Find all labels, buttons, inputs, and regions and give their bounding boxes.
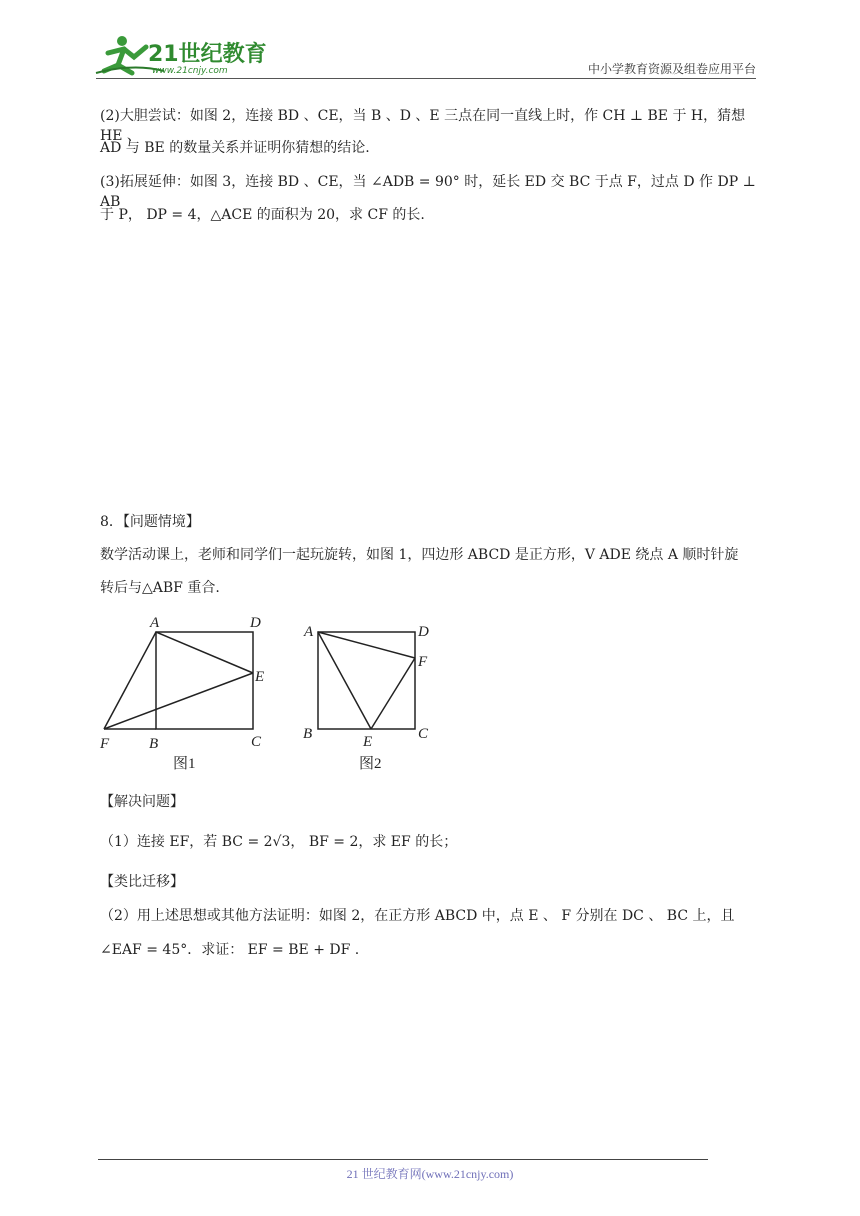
- fig1-square: [156, 632, 253, 729]
- fig1-label-a: A: [150, 615, 160, 631]
- header-divider: [96, 78, 756, 79]
- logo-url: www.21cnjy.com: [152, 66, 228, 76]
- p7-part2-line2: AD 与 BE 的数量关系并证明你猜想的结论.: [100, 140, 370, 156]
- site-logo: [94, 33, 267, 77]
- p7-part3-line2: 于 P， DP = 4，△ACE 的面积为 20，求 CF 的长.: [100, 207, 425, 223]
- logo-text: 21世纪教育: [148, 42, 267, 67]
- fig2-label-c: C: [418, 726, 429, 742]
- fig2-caption: 图2: [359, 756, 382, 772]
- platform-title: 中小学教育资源及组卷应用平台: [587, 62, 756, 76]
- p7-part2-line1: (2)大胆尝试：如图 2，连接 BD 、CE，当 B 、D 、E 三点在同一直线上时，作 CH ⊥ BE 于 H，猜想 HE 、: [100, 108, 746, 144]
- figure-2: [318, 632, 415, 729]
- p7-part3-line1: (3)拓展延伸：如图 3，连接 BD 、CE，当 ∠ADB = 90° 时，延长 ED 交 BC 于点 F，过点 D 作 DP ⊥ AB: [100, 174, 756, 210]
- fig1-segment-ae: [156, 632, 253, 673]
- fig1-label-f: F: [100, 736, 110, 752]
- fig2-label-b: B: [303, 726, 313, 742]
- fig1-label-b: B: [149, 736, 159, 752]
- figure-1: [104, 632, 253, 729]
- p8-context-line1: 数学活动课上，老师和同学们一起玩旋转，如图 1，四边形 ABCD 是正方形，V ADE 绕点 A 顺时针旋: [100, 547, 739, 563]
- footer-text[interactable]: 21 世纪教育网(www.21cnjy.com): [346, 1167, 514, 1181]
- runner-logo-icon: [94, 33, 267, 77]
- problem8-figures: [100, 612, 440, 772]
- fig2-label-f: F: [418, 654, 428, 670]
- fig1-caption: 图1: [173, 756, 196, 772]
- analogy-heading: 【类比迁移】: [100, 874, 184, 890]
- p8-heading: 8．【问题情境】: [100, 514, 200, 530]
- solve-heading: 【解决问题】: [100, 794, 184, 810]
- fig2-label-d: D: [418, 624, 429, 640]
- fig2-segment-ae: [318, 632, 371, 729]
- fig1-label-e: E: [255, 669, 265, 685]
- fig2-label-e: E: [363, 734, 373, 750]
- question-1: （1）连接 EF，若 BC = 2√3， BF = 2，求 EF 的长；: [100, 834, 458, 850]
- fig2-label-a: A: [304, 624, 314, 640]
- question-2-line1: （2）用上述思想或其他方法证明：如图 2，在正方形 ABCD 中，点 E 、 F 分别在 DC 、 BC 上，且: [100, 908, 735, 924]
- fig1-segment-fe: [104, 673, 253, 729]
- fig2-segment-ef: [371, 658, 415, 729]
- fig1-segment-fa: [104, 632, 156, 729]
- fig1-label-c: C: [251, 734, 262, 750]
- question-2-line2: ∠EAF = 45°．求证： EF = BE + DF .: [100, 942, 360, 958]
- footer-divider: [98, 1159, 708, 1160]
- fig2-segment-af: [318, 632, 415, 658]
- fig1-label-d: D: [250, 615, 261, 631]
- p8-context-line2: 转后与△ABF 重合.: [100, 580, 220, 596]
